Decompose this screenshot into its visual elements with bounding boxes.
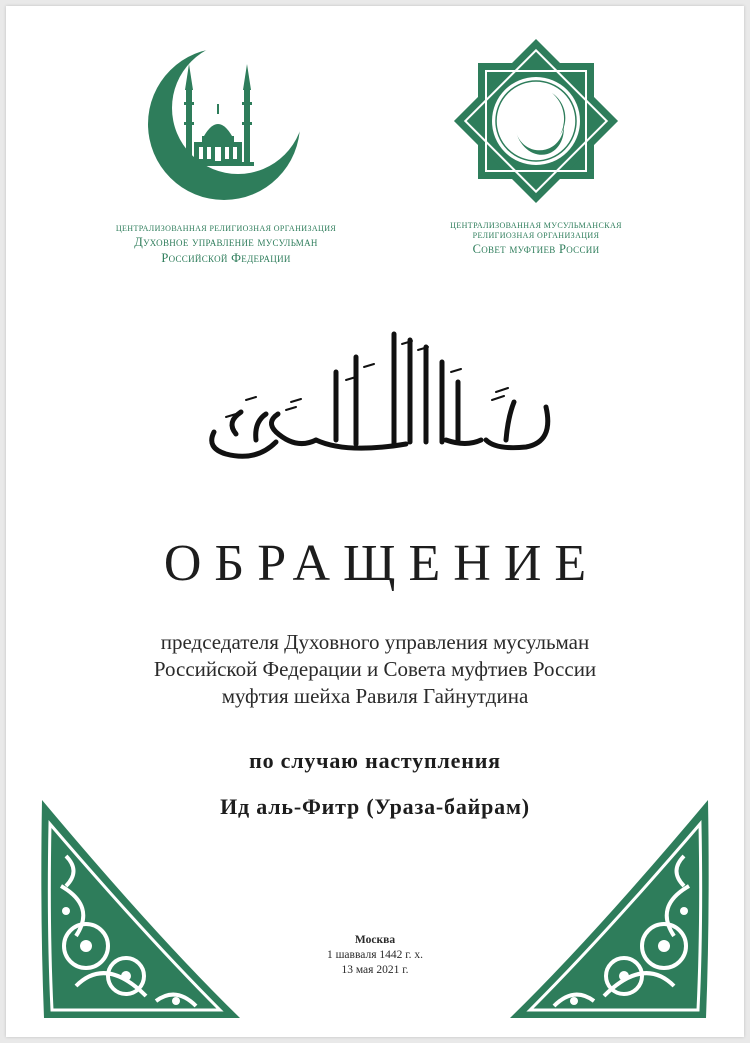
occasion-line-2: Ид аль-Фитр (Ураза-байрам) bbox=[220, 794, 530, 819]
crescent-mosque-icon bbox=[146, 42, 306, 207]
subtitle-line-1: председателя Духовного управления мусульман bbox=[160, 630, 590, 654]
org-type-label-1: ЦЕНТРАЛИЗОВАННАЯ МУСУЛЬМАНСКАЯ bbox=[450, 221, 622, 230]
corner-ornament-left bbox=[36, 796, 242, 1026]
org-type-label: ЦЕНТРАЛИЗОВАННАЯ РЕЛИГИОЗНАЯ ОРГАНИЗАЦИЯ bbox=[115, 224, 337, 233]
document-page bbox=[6, 6, 744, 1037]
subtitle-line-3: муфтия шейха Равиля Гайнутдина bbox=[221, 684, 529, 708]
org-name-line1: Духовное управление мусульман bbox=[134, 235, 318, 249]
corner-ornament-right bbox=[508, 796, 714, 1026]
occasion-line-1: по случаю наступления bbox=[249, 748, 501, 773]
subtitle-line-2: Российской Федерации и Совета муфтиев России bbox=[153, 657, 597, 681]
date-gregorian: 13 мая 2021 г. bbox=[341, 964, 409, 976]
basmala-calligraphy bbox=[196, 322, 566, 477]
smr-logo bbox=[426, 36, 646, 257]
org-name-line2: Российской Федерации bbox=[161, 251, 291, 265]
date-hijri: 1 шавваля 1442 г. х. bbox=[326, 949, 424, 961]
city: Москва bbox=[354, 934, 396, 946]
org-type-label-2: РЕЛИГИОЗНАЯ ОРГАНИЗАЦИЯ bbox=[472, 231, 600, 240]
org-name: Совет муфтиев России bbox=[472, 242, 600, 256]
place-and-date bbox=[6, 933, 744, 978]
star-crescent-icon bbox=[451, 36, 621, 206]
document-title: ОБРАЩЕНИЕ bbox=[163, 535, 600, 592]
subtitle bbox=[6, 629, 744, 710]
dum-rf-logo bbox=[101, 42, 351, 266]
